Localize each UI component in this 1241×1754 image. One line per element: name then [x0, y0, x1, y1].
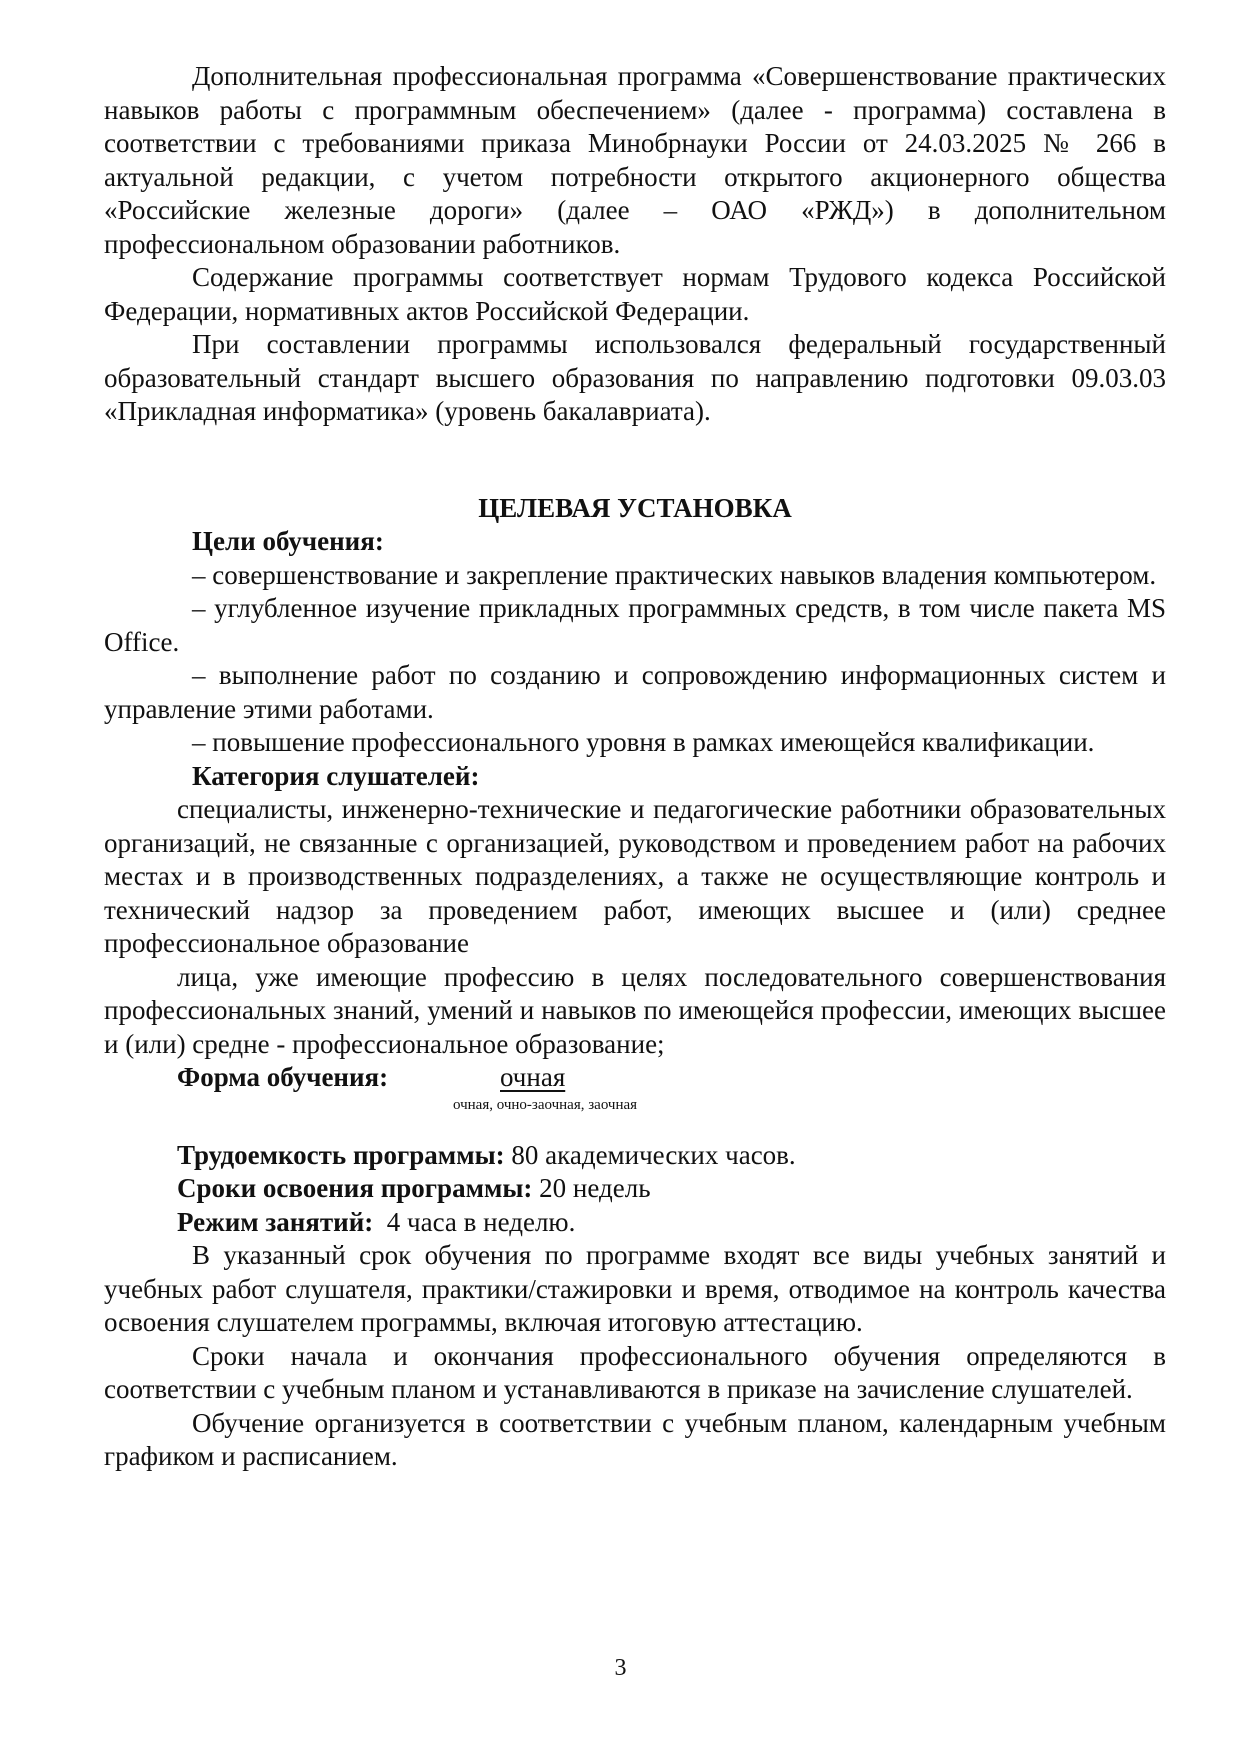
goal-item: – выполнение работ по созданию и сопровождению информационных систем и управление этими работами. [104, 660, 1166, 724]
form-value: очная [500, 1062, 566, 1092]
form-hint: очная, очно-заочная, заочная [453, 1096, 638, 1113]
page-number: 3 [614, 1655, 627, 1681]
closing-paragraph: В указанный срок обучения по программе входят все виды учебных занятий и учебных работ слушателя, практики/стажировки и время, отводимое на контроль качества освоения слушателем программы, включая итоговую аттестацию. [104, 1240, 1166, 1337]
section-title: ЦЕЛЕВАЯ УСТАНОВКА [478, 492, 792, 523]
audience-item: лица, уже имеющие профессию в целях последовательного совершенствования профессиональных знаний, умений и навыков по имеющейся профессии, имеющих высшее и (или) средне - профессиональное образование; [104, 961, 1166, 1059]
duration-label: Сроки освоения программы: [177, 1173, 533, 1203]
intro-paragraph: При составлении программы использовался федеральный государственный образовательный стандарт высшего образования по направлению подготовки 09.03.03 «Прикладная информатика» (уровень бакалавриата). [104, 329, 1166, 426]
goal-item: – повышение профессионального уровня в рамках имеющейся квалификации. [192, 727, 1095, 757]
duration-row [104, 1172, 1166, 1206]
form-row [104, 1061, 1166, 1095]
goals-label: Цели обучения: [192, 526, 384, 556]
labor-row [104, 1139, 1166, 1173]
mode-label: Режим занятий: [177, 1206, 374, 1237]
audience-label: Категория слушателей: [192, 760, 480, 791]
document-page [104, 60, 1166, 1474]
mode-row [104, 1206, 1166, 1240]
mode-value: 4 часа в неделю. [373, 1206, 576, 1237]
form-label: Форма обучения: [177, 1062, 389, 1092]
intro-paragraph: Дополнительная профессиональная программа «Совершенствование практических навыков работы с программным обеспечением» (далее - программа) составлена в соответствии с требованиями приказа Минобрнауки России от 24.03.2025 № 266 в актуальной редакции, с учетом потребности открытого акционерного общества «Российские железные дороги» (далее – ОАО «РЖД») в дополнительном профессиональном образовании работников. [104, 61, 1166, 259]
labor-value: 80 академических часов. [504, 1139, 796, 1170]
duration-value: 20 недель [532, 1173, 651, 1203]
closing-paragraph: Обучение организуется в соответствии с учебным планом, календарным учебным графиком и расписанием. [104, 1407, 1166, 1471]
audience-item: специалисты, инженерно-технические и педагогические работники образовательных организаций, не связанные с организацией, руководством и проведением работ на рабочих местах и в производственных подразделениях, а также не осуществляющие контроль и технический надзор за проведением работ, имеющих высшее и (или) среднее профессиональное образование [104, 794, 1166, 958]
goal-item: – совершенствование и закрепление практических навыков владения компьютером. [192, 559, 1157, 590]
goal-item: – углубленное изучение прикладных программных средств, в том числе пакета MS Office. [104, 593, 1166, 657]
labor-label: Трудоемкость программы: [177, 1139, 505, 1170]
closing-paragraph: Сроки начала и окончания профессионального обучения определяются в соответствии с учебным планом и устанавливаются в приказе на зачисление слушателей. [104, 1340, 1166, 1404]
intro-paragraph: Содержание программы соответствует нормам Трудового кодекса Российской Федерации, нормативных актов Российской Федерации. [104, 262, 1166, 326]
